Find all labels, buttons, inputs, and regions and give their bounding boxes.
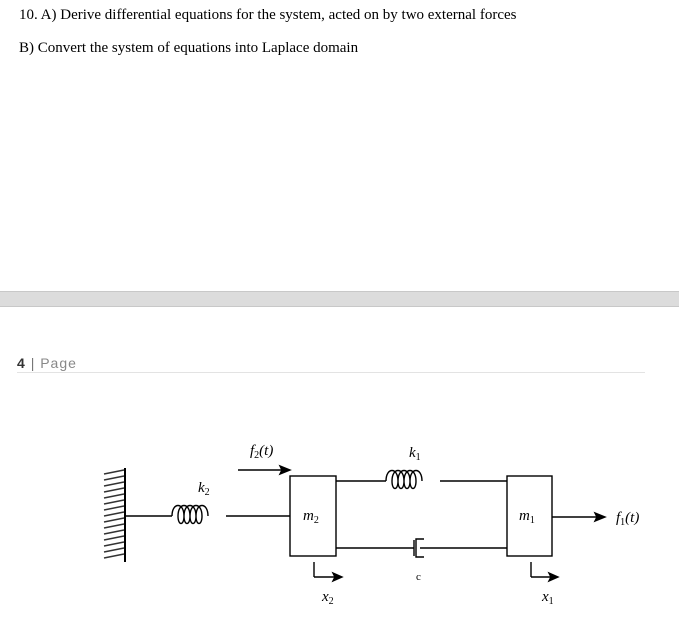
- displacement-x1-arrow: [531, 562, 558, 581]
- displacement-x2-arrow: [314, 562, 342, 581]
- page-number: 4: [17, 355, 26, 371]
- fixed-wall: [104, 468, 125, 562]
- label-c: c: [416, 571, 421, 583]
- page-word: Page: [40, 355, 77, 371]
- label-m1: $m_1$: [519, 508, 535, 526]
- label-f1: $f_1(t)$: [616, 510, 640, 528]
- force-f1-arrow: [552, 513, 605, 521]
- question-part-a: 10. A) Derive differential equations for the system, acted on by two external forces: [19, 7, 517, 23]
- spring-k2: [125, 506, 290, 524]
- label-m2: $m_2$: [303, 508, 319, 526]
- label-k1: $k_1$: [409, 445, 421, 463]
- question-part-b: B) Convert the system of equations into Laplace domain: [19, 40, 359, 56]
- page-separator: |: [30, 355, 36, 371]
- force-f2-arrow: [238, 466, 290, 474]
- damper-c: [336, 539, 507, 557]
- label-x1: $x_1$: [542, 589, 554, 607]
- spring-k1: [336, 471, 507, 489]
- label-x2: $x_2$: [322, 589, 334, 607]
- label-f2: $f_2(t)$: [250, 443, 274, 461]
- label-k2: $k_2$: [198, 480, 210, 498]
